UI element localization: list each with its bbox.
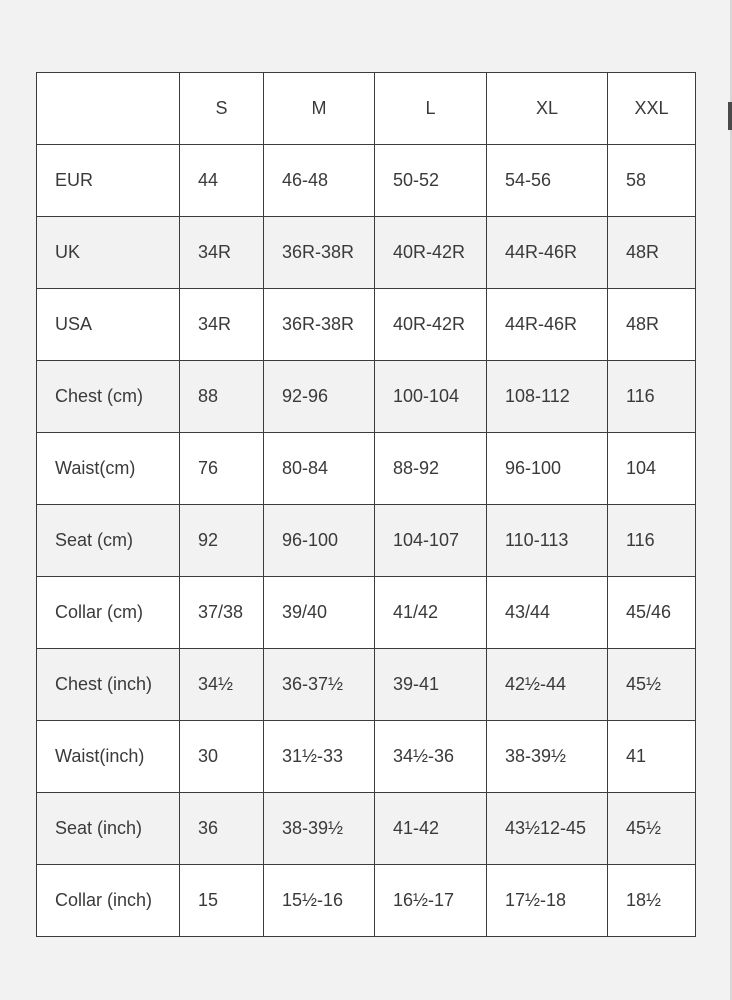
table-cell: 34½-36 bbox=[375, 721, 487, 793]
row-label: USA bbox=[37, 289, 180, 361]
table-cell: 116 bbox=[608, 505, 696, 577]
table-cell: 30 bbox=[180, 721, 264, 793]
column-header-s: S bbox=[180, 73, 264, 145]
row-label: Collar (cm) bbox=[37, 577, 180, 649]
table-cell: 36 bbox=[180, 793, 264, 865]
table-cell: 104-107 bbox=[375, 505, 487, 577]
table-cell: 43½12-45 bbox=[487, 793, 608, 865]
table-cell: 44R-46R bbox=[487, 289, 608, 361]
table-cell: 58 bbox=[608, 145, 696, 217]
table-cell: 96-100 bbox=[264, 505, 375, 577]
table-cell: 43/44 bbox=[487, 577, 608, 649]
table-body bbox=[37, 145, 696, 937]
row-label: Seat (cm) bbox=[37, 505, 180, 577]
scroll-indicator[interactable] bbox=[728, 102, 732, 130]
column-header-xl: XL bbox=[487, 73, 608, 145]
table-cell: 45½ bbox=[608, 793, 696, 865]
table-cell: 45½ bbox=[608, 649, 696, 721]
table-row bbox=[37, 865, 696, 937]
table-cell: 88-92 bbox=[375, 433, 487, 505]
table-cell: 36R-38R bbox=[264, 217, 375, 289]
table-cell: 16½-17 bbox=[375, 865, 487, 937]
table-row bbox=[37, 361, 696, 433]
table-row bbox=[37, 577, 696, 649]
table-cell: 44R-46R bbox=[487, 217, 608, 289]
column-header-xxl: XXL bbox=[608, 73, 696, 145]
table-cell: 39-41 bbox=[375, 649, 487, 721]
table-cell: 41 bbox=[608, 721, 696, 793]
table-cell: 92-96 bbox=[264, 361, 375, 433]
table-cell: 15½-16 bbox=[264, 865, 375, 937]
table-cell: 100-104 bbox=[375, 361, 487, 433]
table-cell: 38-39½ bbox=[487, 721, 608, 793]
table-cell: 80-84 bbox=[264, 433, 375, 505]
table-cell: 104 bbox=[608, 433, 696, 505]
table-cell: 48R bbox=[608, 217, 696, 289]
row-label: Waist(inch) bbox=[37, 721, 180, 793]
table-cell: 46-48 bbox=[264, 145, 375, 217]
table-cell: 50-52 bbox=[375, 145, 487, 217]
table-cell: 110-113 bbox=[487, 505, 608, 577]
corner-cell bbox=[37, 73, 180, 145]
table-cell: 39/40 bbox=[264, 577, 375, 649]
column-header-l: L bbox=[375, 73, 487, 145]
table-row bbox=[37, 505, 696, 577]
table-cell: 96-100 bbox=[487, 433, 608, 505]
row-label: EUR bbox=[37, 145, 180, 217]
row-label: Seat (inch) bbox=[37, 793, 180, 865]
size-chart-table bbox=[36, 72, 696, 937]
table-cell: 41-42 bbox=[375, 793, 487, 865]
row-label: Waist(cm) bbox=[37, 433, 180, 505]
table-row bbox=[37, 145, 696, 217]
table-cell: 116 bbox=[608, 361, 696, 433]
table-cell: 38-39½ bbox=[264, 793, 375, 865]
column-header-m: M bbox=[264, 73, 375, 145]
table-cell: 34R bbox=[180, 217, 264, 289]
table-cell: 92 bbox=[180, 505, 264, 577]
table-cell: 45/46 bbox=[608, 577, 696, 649]
table-cell: 34R bbox=[180, 289, 264, 361]
table-cell: 48R bbox=[608, 289, 696, 361]
table-cell: 36-37½ bbox=[264, 649, 375, 721]
table-row bbox=[37, 289, 696, 361]
table-cell: 17½-18 bbox=[487, 865, 608, 937]
row-label: Chest (cm) bbox=[37, 361, 180, 433]
table-cell: 44 bbox=[180, 145, 264, 217]
table-row bbox=[37, 793, 696, 865]
table-cell: 42½-44 bbox=[487, 649, 608, 721]
table-row bbox=[37, 721, 696, 793]
row-label: Collar (inch) bbox=[37, 865, 180, 937]
table-cell: 108-112 bbox=[487, 361, 608, 433]
table-cell: 88 bbox=[180, 361, 264, 433]
table-row bbox=[37, 649, 696, 721]
table-cell: 36R-38R bbox=[264, 289, 375, 361]
table-cell: 40R-42R bbox=[375, 289, 487, 361]
table-cell: 40R-42R bbox=[375, 217, 487, 289]
table-cell: 34½ bbox=[180, 649, 264, 721]
table-row bbox=[37, 217, 696, 289]
header-row bbox=[37, 73, 696, 145]
table-cell: 76 bbox=[180, 433, 264, 505]
table-cell: 15 bbox=[180, 865, 264, 937]
row-label: Chest (inch) bbox=[37, 649, 180, 721]
row-label: UK bbox=[37, 217, 180, 289]
table-cell: 31½-33 bbox=[264, 721, 375, 793]
table-cell: 18½ bbox=[608, 865, 696, 937]
table-cell: 37/38 bbox=[180, 577, 264, 649]
table-cell: 41/42 bbox=[375, 577, 487, 649]
table-cell: 54-56 bbox=[487, 145, 608, 217]
table-row bbox=[37, 433, 696, 505]
